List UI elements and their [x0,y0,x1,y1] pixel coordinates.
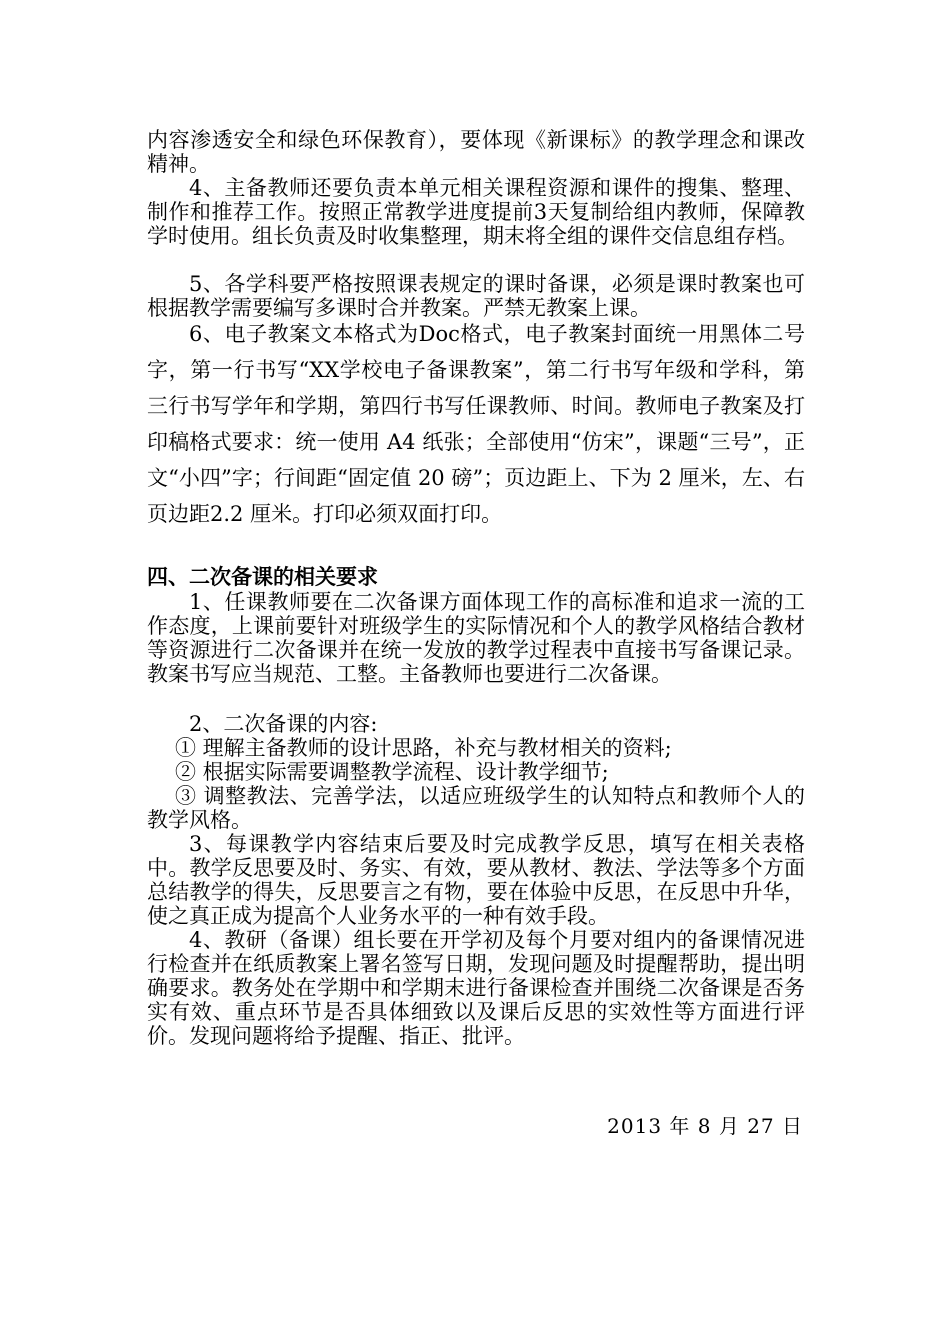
list-item-3: ③ 调整教法、完善学法，以适应班级学生的认知特点和教师个人的教学风格。 [147,784,805,832]
paragraph-8: 4、教研（备课）组长要在开学初及每个月要对组内的备课情况进行检查并在纸质教案上署名签写日期，发现问题及时提醒帮助，提出明确要求。教务处在学期中和学期末进行备课检查并围绕二次备课是否务实有效、重点环节是否具体细致以及课后反思的实效性等方面进行评价。发现问题将给予提醒、指正、批评。 [147,928,805,1048]
paragraph-2: 4、主备教师还要负责本单元相关课程资源和课件的搜集、整理、制作和推荐工作。按照正常教学进度提前3天复制给组内教师，保障教学时使用。组长负责及时收集整理，期末将全组的课件交信息组存档。 [147,176,805,248]
list-item-1: ① 理解主备教师的设计思路，补充与教材相关的资料; [175,736,672,760]
section-heading: 四、二次备课的相关要求 [147,564,378,589]
paragraph-1: 内容渗透安全和绿色环保教育），要体现《新课标》的教学理念和课改精神。 [147,128,805,176]
paragraph-5: 1、任课教师要在二次备课方面体现工作的高标准和追求一流的工作态度，上课前要针对班级学生的实际情况和个人的教学风格结合教材等资源进行二次备课并在统一发放的教学过程表中直接书写备课记录。教案书写应当规范、工整。主备教师也要进行二次备课。 [147,590,805,686]
paragraph-4: 6、电子教案文本格式为Doc格式，电子教案封面统一用黑体二号字，第一行书写“XX学校电子备课教案”，第二行书写年级和学科，第三行书写学年和学期，第四行书写任课教师、时间。教师电子教案及打印稿格式要求：统一使用 A4 纸张；全部使用“仿宋”，课题“三号”，正文“小四”字；行间距“固定值 20 磅”；页边距上、下为 2 厘米，左、右页边距2.2 厘米。打印必须双面打印。 [147,322,805,526]
paragraph-3: 5、各学科要严格按照课表规定的课时备课，必须是课时教案也可根据教学需要编写多课时合并教案。严禁无教案上课。 [147,272,805,320]
paragraph-6: 2、二次备课的内容: [189,712,378,736]
list-item-2: ② 根据实际需要调整教学流程、设计教学细节; [175,760,609,784]
paragraph-7: 3、每课教学内容结束后要及时完成教学反思，填写在相关表格中。教学反思要及时、务实、有效，要从教材、教法、学法等多个方面总结教学的得失，反思要言之有物，要在体验中反思，在反思中升华，使之真正成为提高个人业务水平的一种有效手段。 [147,832,805,928]
document-date: 2013 年 8 月 27 日 [607,1114,803,1138]
